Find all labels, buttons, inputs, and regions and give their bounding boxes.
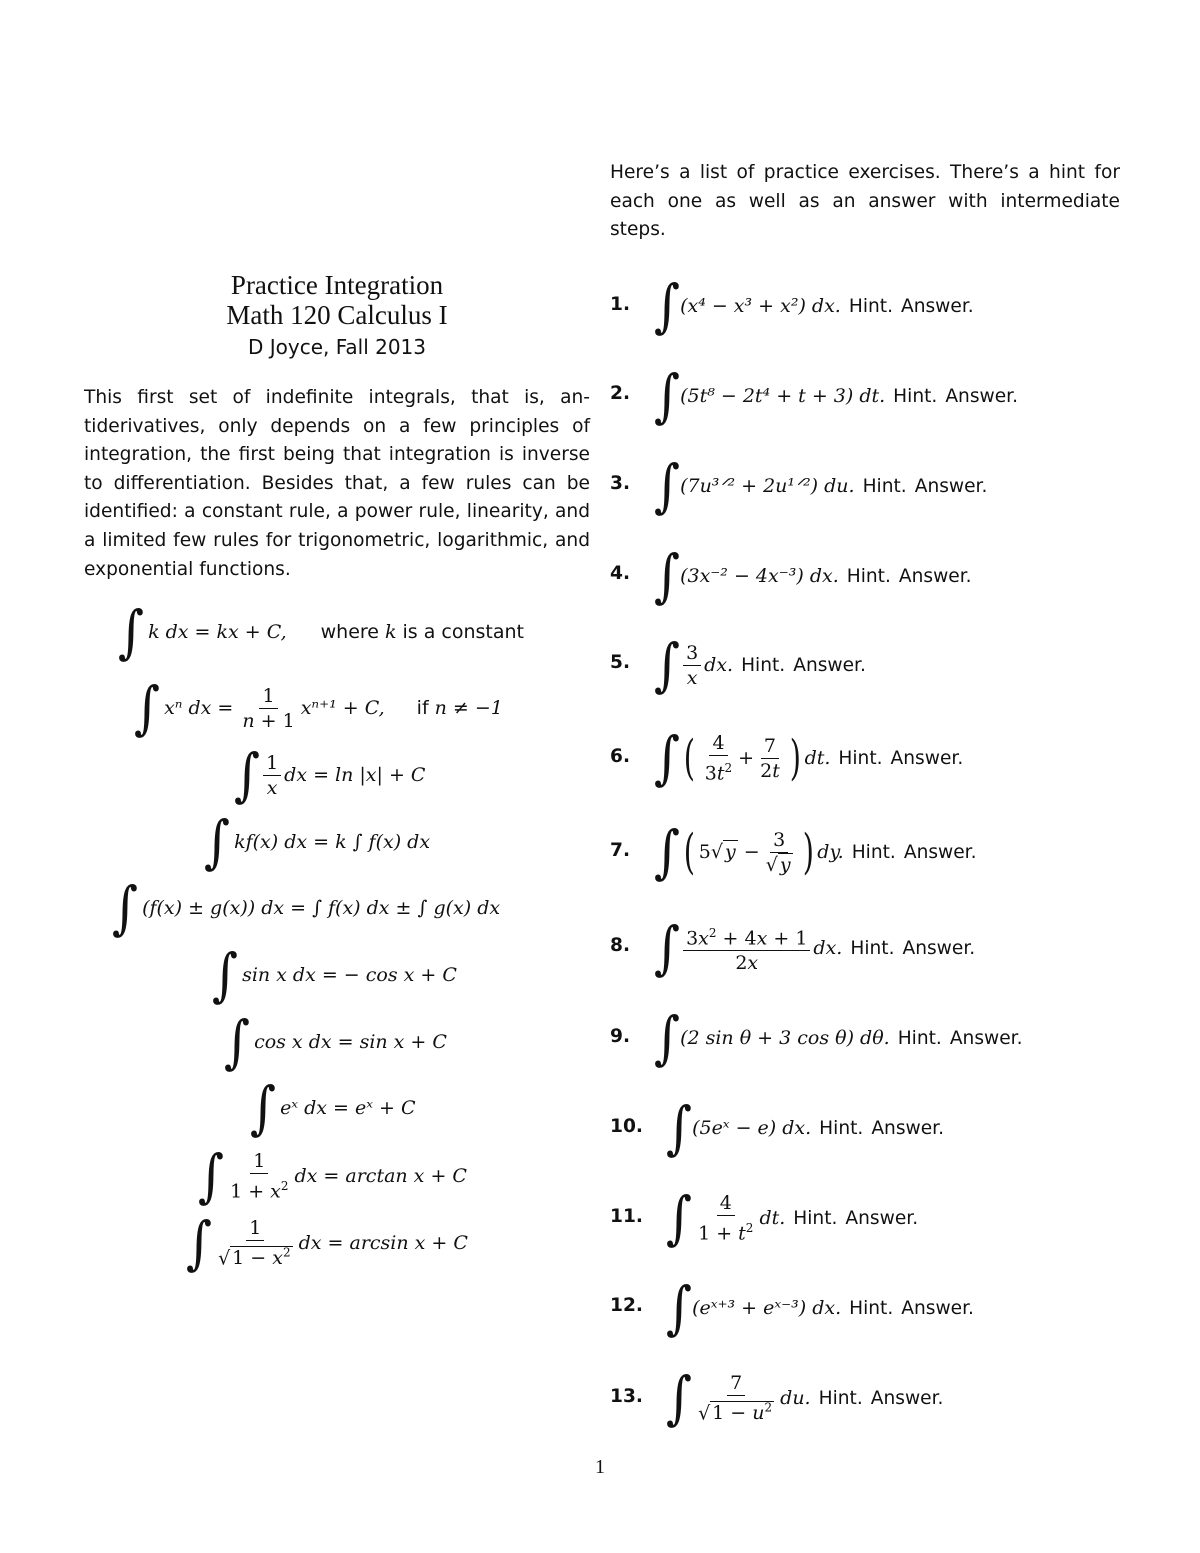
hint-link[interactable]: Hint. bbox=[819, 1117, 864, 1139]
answer-link[interactable]: Answer. bbox=[901, 1297, 974, 1319]
rule-cos-formula: cos x dx = sin x + C bbox=[254, 1031, 447, 1053]
rule-constant-note-end: is a constant bbox=[402, 621, 524, 643]
exercise-7-expression: dy. bbox=[817, 841, 844, 863]
rule-arcsin: ∫ $\frac{1}{√ 1 - x^2}$ dx = arcsin x + C bbox=[186, 1209, 468, 1277]
answer-link[interactable]: Answer. bbox=[903, 841, 977, 863]
exercise-number: 9. bbox=[610, 1026, 631, 1047]
hint-link[interactable]: Hint. bbox=[846, 565, 891, 587]
rule-scalar: ∫ kf(x) dx = k ∫ f(x) dx bbox=[204, 808, 431, 876]
answer-link[interactable]: Answer. bbox=[945, 385, 1018, 407]
hint-link[interactable]: Hint. bbox=[893, 385, 938, 407]
hint-link[interactable]: Hint. bbox=[848, 295, 893, 317]
exercise-1: ∫ (x⁴ − x³ + x²) dx. Hint. Answer. bbox=[654, 272, 974, 340]
exercise-number: 6. bbox=[610, 746, 631, 767]
exercise-11: ∫ $\frac{4}{1 + t^2}$ dt. Hint. Answer. bbox=[666, 1184, 919, 1252]
exercise-13: ∫ $\frac{7}{√ 1 - u^2}$ du. Hint. Answer. bbox=[666, 1364, 944, 1432]
rule-log: ∫ $\frac{1}{x}$ dx = ln |x| + C bbox=[234, 741, 426, 809]
answer-link[interactable]: Answer. bbox=[890, 747, 964, 769]
exercise-number: 7. bbox=[610, 840, 631, 861]
exercise-number: 10. bbox=[610, 1116, 643, 1137]
rule-arctan: ∫ $\frac{1}{1 + x^2}$ dx = arctan x + C bbox=[198, 1142, 467, 1210]
exercise-11-expression: dt. bbox=[759, 1207, 786, 1229]
rule-sum: ∫ (f(x) ± g(x)) dx = ∫ f(x) dx ± ∫ g(x) dx bbox=[112, 874, 501, 942]
hint-link[interactable]: Hint. bbox=[862, 475, 907, 497]
exercise-12: ∫ (eˣ⁺³ + eˣ⁻³) dx. Hint. Answer. bbox=[666, 1274, 974, 1342]
hint-link[interactable]: Hint. bbox=[897, 1027, 942, 1049]
exercise-number: 8. bbox=[610, 935, 631, 956]
rule-power-cond-rhs: n ≠ −1 bbox=[434, 697, 503, 719]
page-number: 1 bbox=[595, 1456, 605, 1478]
hint-link[interactable]: Hint. bbox=[818, 1387, 863, 1409]
answer-link[interactable]: Answer. bbox=[949, 1027, 1023, 1049]
exercise-13-expression: du. bbox=[780, 1387, 811, 1409]
exercise-9: ∫ (2 sin θ + 3 cos θ) dθ. Hint. Answer. bbox=[654, 1004, 1023, 1072]
exercise-3-expression: (7u³ᐟ² + 2u¹ᐟ²) du. bbox=[680, 475, 855, 497]
rule-sin-formula: sin x dx = − cos x + C bbox=[242, 964, 457, 986]
exercises-intro: Here’s a list of practice exercises. There’s a hint for each one as well as an answer with intermediate steps. bbox=[610, 162, 1120, 241]
rule-power-rhs: xⁿ⁺¹ + C, bbox=[300, 697, 385, 719]
intro-paragraph: This first set of indefinite integrals, that is, antiderivatives, only depends on a few principles of integration, the first being that integration is inverse to differentiation. Besides that, a few rules can be identified: a constant rule, a power rule, linearity, and a limited few rules for trigonometric, logarithmic, and exponential functions. bbox=[84, 387, 590, 580]
exercise-5: ∫ $\frac{3}{x}$ dx. Hint. Answer. bbox=[654, 631, 866, 699]
hint-link[interactable]: Hint. bbox=[741, 654, 786, 676]
exercise-4-expression: (3x⁻² − 4x⁻³) dx. bbox=[680, 565, 839, 587]
rule-arctan-formula: dx = arctan x + C bbox=[294, 1165, 467, 1187]
answer-link[interactable]: Answer. bbox=[871, 1117, 944, 1139]
answer-link[interactable]: Answer. bbox=[845, 1207, 919, 1229]
author-line: D Joyce, Fall 2013 bbox=[247, 335, 427, 359]
rule-log-formula: dx = ln |x| + C bbox=[284, 764, 426, 786]
exercise-4: ∫ (3x⁻² − 4x⁻³) dx. Hint. Answer. bbox=[654, 542, 972, 610]
rule-arcsin-formula: dx = arcsin x + C bbox=[298, 1232, 468, 1254]
exercise-6: ∫ ( $\frac{4}{3t^2}$ + $\frac{7}{2t}$ ) dt. Hint. Answer. bbox=[654, 724, 964, 792]
hint-link[interactable]: Hint. bbox=[851, 841, 896, 863]
rule-exp-formula: eˣ dx = eˣ + C bbox=[280, 1097, 416, 1119]
exercise-6-expression: dt. bbox=[804, 747, 831, 769]
exercise-10-expression: (5eˣ − e) dx. bbox=[692, 1117, 812, 1139]
exercise-10: ∫ (5eˣ − e) dx. Hint. Answer. bbox=[666, 1094, 944, 1162]
rule-power-cond: if bbox=[416, 697, 429, 719]
exercise-7: ∫ ( 5√ y − $\frac{3}{√ y}$ ) dy. Hint. Answer. bbox=[654, 818, 977, 886]
exercise-number: 5. bbox=[610, 652, 631, 673]
hint-link[interactable]: Hint. bbox=[849, 1297, 894, 1319]
exercise-number: 2. bbox=[610, 383, 631, 404]
hint-link[interactable]: Hint. bbox=[793, 1207, 838, 1229]
exercise-number: 1. bbox=[610, 294, 631, 315]
rule-constant-formula: k dx = kx + C, bbox=[148, 621, 287, 643]
exercise-2-expression: (5t⁸ − 2t⁴ + t + 3) dt. bbox=[680, 385, 886, 407]
rule-power-lhs: xⁿ dx = bbox=[164, 697, 234, 719]
title-block bbox=[84, 270, 590, 362]
exercise-5-expression: dx. bbox=[704, 654, 734, 676]
answer-link[interactable]: Answer. bbox=[914, 475, 988, 497]
exercise-8-expression: dx. bbox=[813, 937, 843, 959]
document-title: Practice Integration bbox=[230, 270, 444, 300]
exercise-number: 12. bbox=[610, 1295, 643, 1316]
rule-exp: ∫ eˣ dx = eˣ + C bbox=[250, 1074, 416, 1142]
rule-constant: ∫ k dx = kx + C, where k is a constant bbox=[118, 598, 524, 666]
exercise-1-expression: (x⁴ − x³ + x²) dx. bbox=[680, 295, 841, 317]
exercise-3: ∫ (7u³ᐟ² + 2u¹ᐟ²) du. Hint. Answer. bbox=[654, 452, 988, 520]
rule-power: ∫ xⁿ dx = $\frac{1}{n + 1}$ xⁿ⁺¹ + C, if n ≠ −1 bbox=[134, 674, 503, 742]
exercise-2: ∫ (5t⁸ − 2t⁴ + t + 3) dt. Hint. Answer. bbox=[654, 362, 1018, 430]
rule-cos: ∫ cos x dx = sin x + C bbox=[224, 1008, 447, 1076]
exercise-number: 4. bbox=[610, 563, 631, 584]
hint-link[interactable]: Hint. bbox=[850, 937, 895, 959]
answer-link[interactable]: Answer. bbox=[902, 937, 976, 959]
rule-constant-note-start: where bbox=[320, 621, 379, 643]
exercise-number: 11. bbox=[610, 1206, 643, 1227]
answer-link[interactable]: Answer. bbox=[793, 654, 866, 676]
hint-link[interactable]: Hint. bbox=[838, 747, 883, 769]
exercise-8: ∫ $\frac{3x^2 + 4x + 1}{2x}$ dx. Hint. Answer. bbox=[654, 914, 976, 982]
exercise-12-expression: (eˣ⁺³ + eˣ⁻³) dx. bbox=[692, 1297, 842, 1319]
exercise-9-expression: (2 sin θ + 3 cos θ) dθ. bbox=[680, 1027, 890, 1049]
rule-scalar-formula: kf(x) dx = k ∫ f(x) dx bbox=[234, 831, 431, 853]
exercise-number: 3. bbox=[610, 473, 631, 494]
answer-link[interactable]: Answer. bbox=[870, 1387, 944, 1409]
exercise-number: 13. bbox=[610, 1386, 643, 1407]
course-name: Math 120 Calculus I bbox=[226, 300, 448, 330]
rule-sum-formula: (f(x) ± g(x)) dx = ∫ f(x) dx ± ∫ g(x) dx bbox=[142, 897, 501, 919]
rule-sin: ∫ sin x dx = − cos x + C bbox=[212, 941, 457, 1009]
answer-link[interactable]: Answer. bbox=[900, 295, 974, 317]
answer-link[interactable]: Answer. bbox=[898, 565, 972, 587]
